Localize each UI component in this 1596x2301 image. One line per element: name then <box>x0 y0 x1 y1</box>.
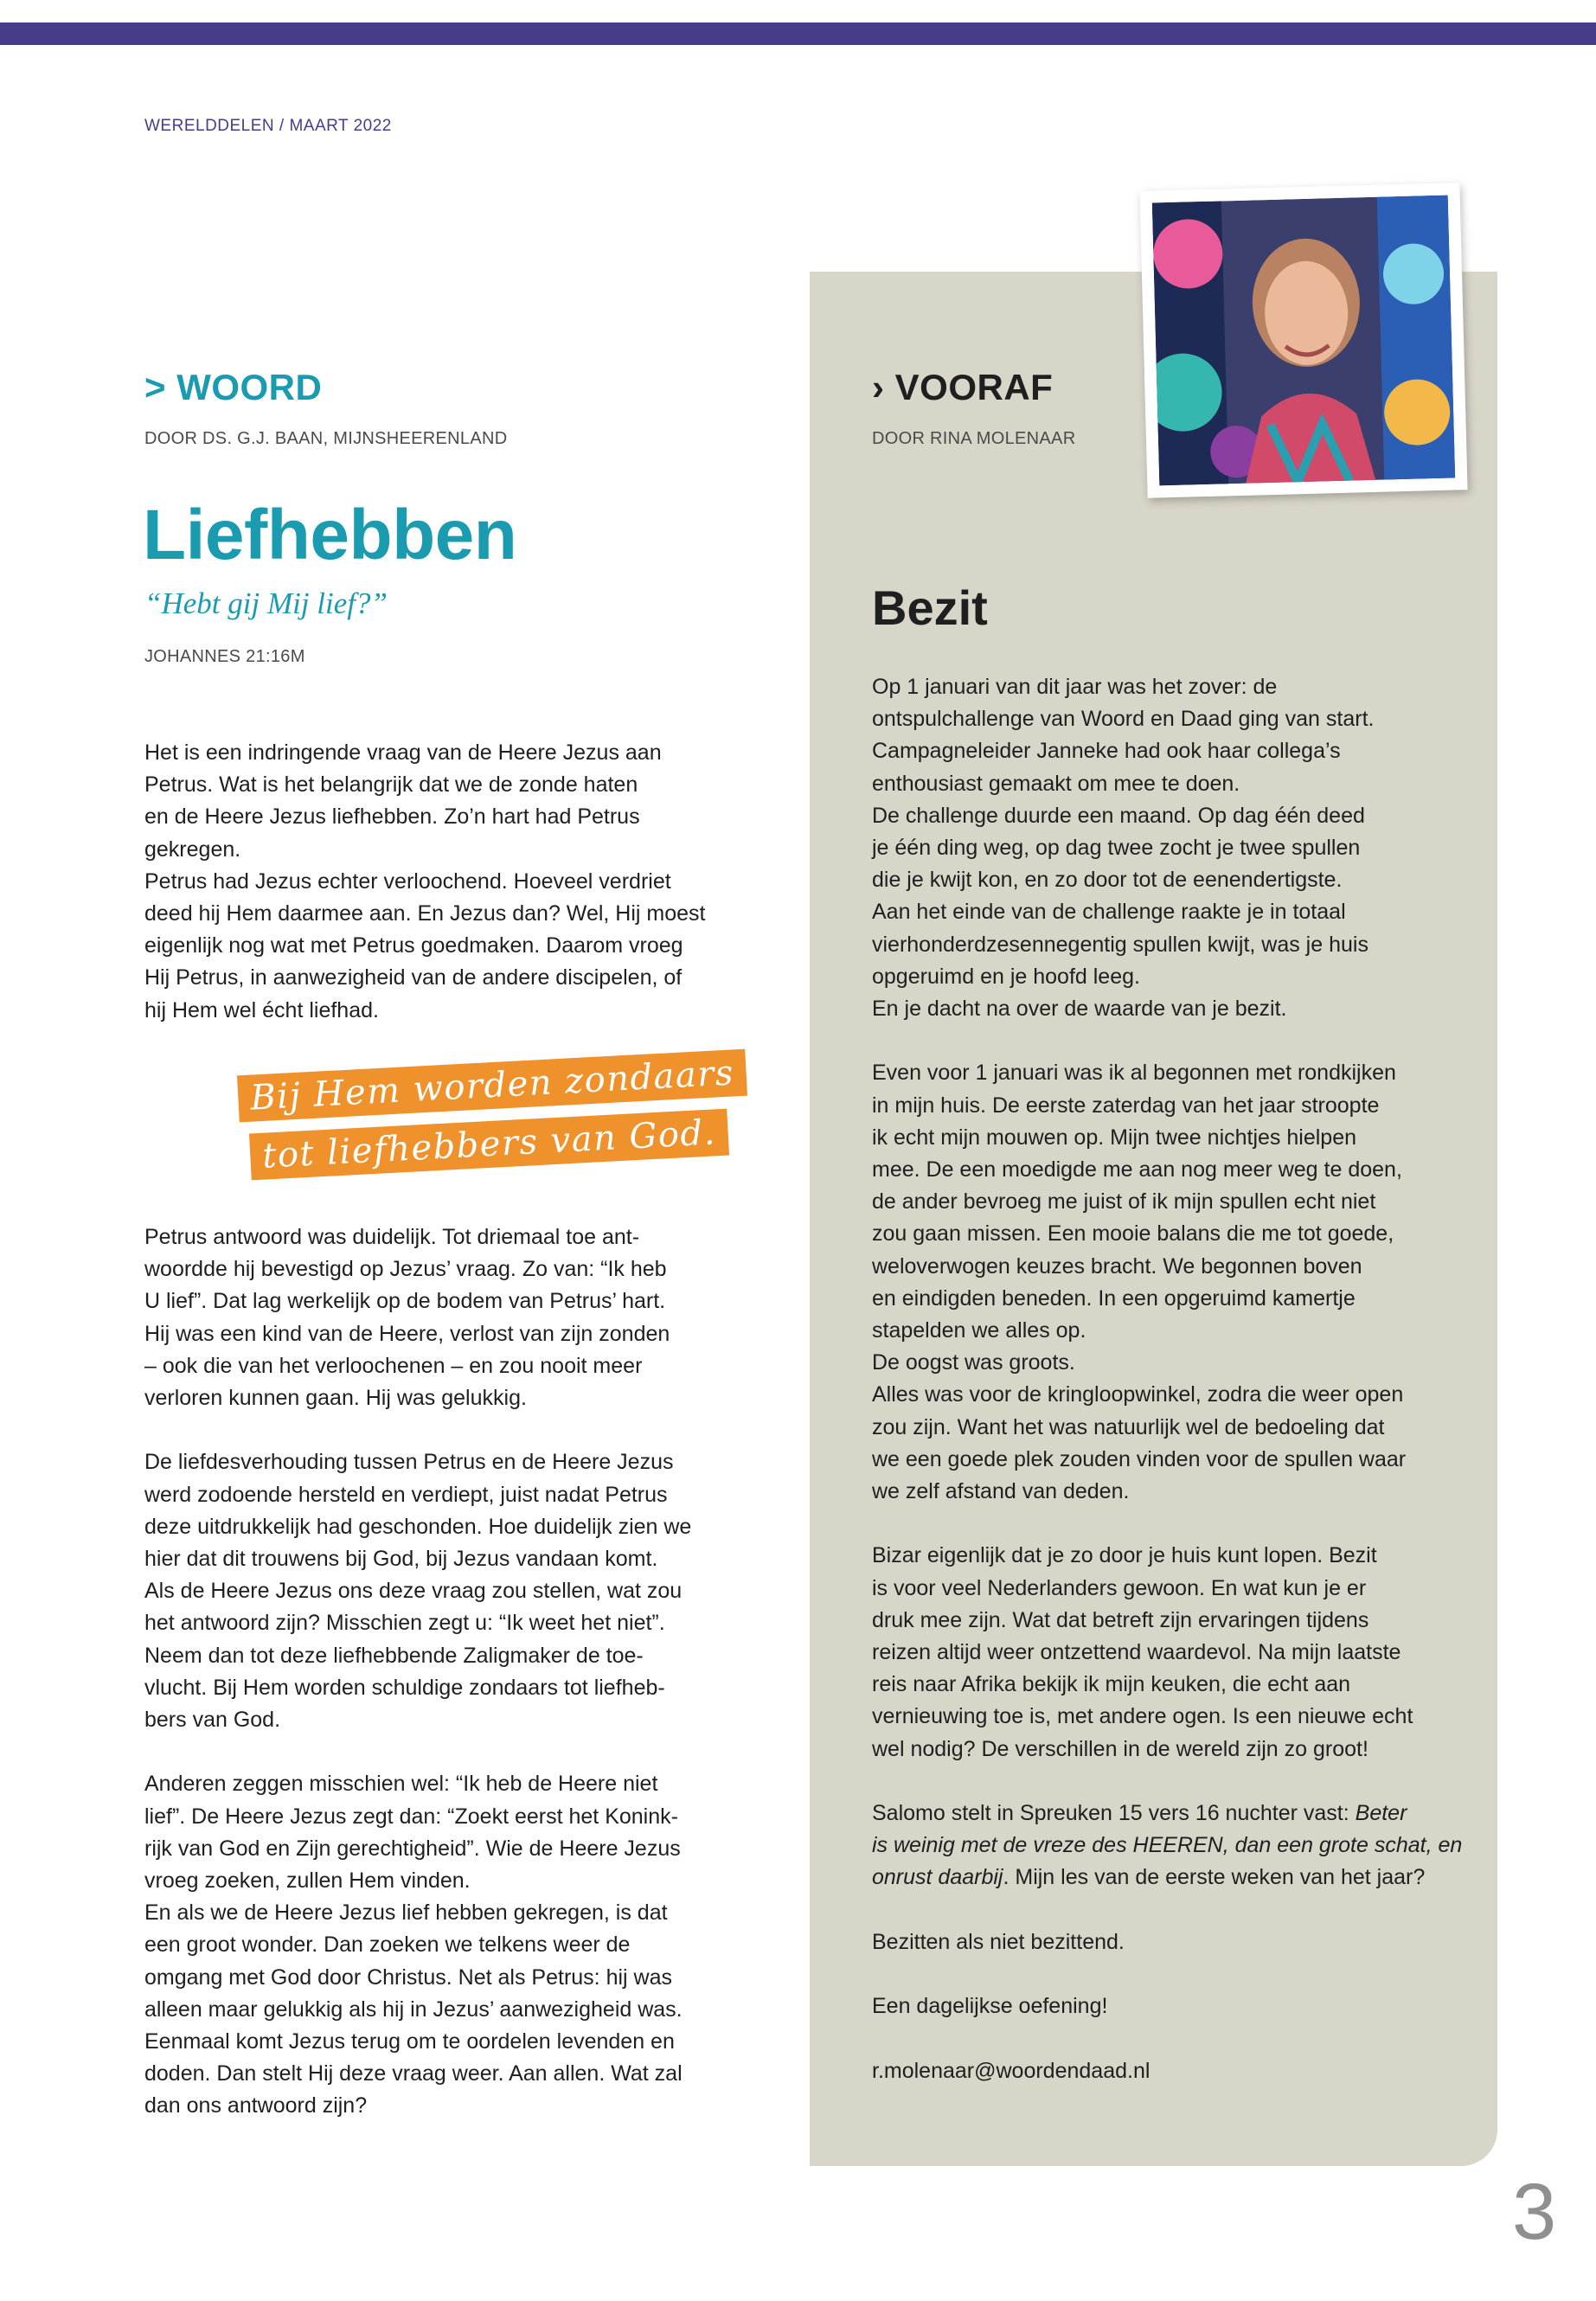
section-label-vooraf: › VOORAF <box>872 367 1054 407</box>
pull-quote-line-1: Bij Hem worden zondaars <box>237 1049 747 1123</box>
scripture-quote: Beter is weinig met de vreze des HEEREN, dan een grote schat, en onrust daarbij <box>872 1801 1463 1890</box>
top-color-bar <box>0 22 1596 45</box>
section-label-woord: > WOORD <box>144 367 323 407</box>
bible-reference: JOHANNES 21:16M <box>144 647 305 666</box>
paragraph: Het is een indringende vraag van de Heere Jezus aan Petrus. Wat is het belangrijk dat we de zonde haten en de Heere Jezus liefhebben. Zo’n hart had Petrus gekregen. Petrus had Jezus echter verloochend. Hoeveel verdriet deed hij Hem daarmee aan. En Jezus dan? Wel, Hij moest eigenlijk nog wat met Petrus goedmaken. Daarom vroeg Hij Petrus, in aanwezigheid van de andere discipelen, of hij Hem wel écht liefhad. <box>144 740 706 1022</box>
paragraph: Petrus antwoord was duidelijk. Tot driemaal toe ant- woordde hij bevestigd op Jezus’ vraag. Zo van: “Ik heb U lief”. Dat lag werkelijk op de bodem van Petrus’ hart. Hij was een kind van de Heere, verlost van zijn zonden – ook die van het verloochenen – en zou nooit meer verloren kunnen gaan. Hij was gelukkig. <box>144 1225 670 1411</box>
paragraph: Even voor 1 januari was ik al begonnen met rondkijken in mijn huis. De eerste zaterdag van het jaar stroopte ik echt mijn mouwen op. Mijn twee nichtjes hielpen mee. De een moedigde me aan nog meer weg te doen, de ander bevroeg me juist of ik mijn spullen echt niet zou gaan missen. Een mooie balans die me tot goede, weloverwogen keuzes bracht. We begonnen boven en eindigden beneden. In een opgeruimd kamertje stapelden we alles op. De oogst was groots. Alles was voor de kringloopwinkel, zodra die weer open zou zijn. Want het was natuurlijk wel de bedoeling dat we een goede plek zouden vinden voor de spullen waar we zelf afstand van deden. <box>872 1061 1407 1504</box>
page-number: 3 <box>1512 2168 1557 2256</box>
article-subtitle: “Hebt gij Mij lief?” <box>144 586 388 620</box>
paragraph: Op 1 januari van dit jaar was het zover: de ontspulchallenge van Woord en Daad ging van start. Campagneleider Janneke had ook haar collega’s enthousiast gemaakt om mee te doen. De challenge duurde een maand. Op dag één deed je één ding weg, op dag twee zocht je twee spullen die je kwijt kon, en zo door tot de eenendertigste. Aan het einde van de challenge raakte je in totaal vierhonderdzesennegentig spullen kwijt, was je huis opgeruimd en je hoofd leeg. En je dacht na over de waarde van je bezit. <box>872 675 1375 1022</box>
author-photo <box>1139 183 1467 498</box>
paragraph: Bizar eigenlijk dat je zo door je huis kunt lopen. Bezit is voor veel Nederlanders gewoon. En wat kun je er druk mee zijn. Wat dat betreft zijn ervaringen tijdens reizen altijd weer ontzettend waardevol. Na mijn laatste reis naar Afrika bekijk ik mijn keuken, die echt aan vernieuwing toe is, met andere ogen. Is een nieuwe echt wel nodig? De verschillen in de wereld zijn zo groot! <box>872 1543 1413 1761</box>
author-byline-left: DOOR DS. G.J. BAAN, MIJNSHEERENLAND <box>144 429 508 448</box>
paragraph: De liefdesverhouding tussen Petrus en de Heere Jezus werd zodoende hersteld en verdiept, juist nadat Petrus deze uitdrukkelijk had geschonden. Hoe duidelijk zien we hier dat dit trouwens bij God, bij Jezus vandaan komt. Als de Heere Jezus ons deze vraag zou stellen, wat zou het antwoord zijn? Misschien zegt u: “Ik weet het niet”. Neem dan tot deze liefhebbende Zaligmaker de toe- vlucht. Bij Hem worden schuldige zondaars tot liefheb- bers van God. <box>144 1450 692 1733</box>
text-run: Salomo stelt in Spreuken 15 vers 16 nuchter vast: <box>872 1801 1356 1826</box>
running-header: WERELDDELEN / MAART 2022 <box>144 117 392 135</box>
portrait-image <box>1152 195 1455 486</box>
paragraph: Anderen zeggen misschien wel: “Ik heb de Heere niet lief”. De Heere Jezus zegt dan: “Zoekt eerst het Konink- rijk van God en Zijn gerechtigheid”. Wie de Heere Jezus vroeg zoeken, zullen Hem vinden. En als we de Heere Jezus lief hebben gekregen, is dat een groot wonder. Dan zoeken we telkens weer de omgang met God door Christus. Net als Petrus: hij was alleen maar gelukkig als hij in Jezus’ aanwezigheid was. Eenmaal komt Jezus terug om te oordelen levenden en doden. Dan stelt Hij deze vraag weer. Aan allen. Wat zal dan ons antwoord zijn? <box>144 1772 683 2118</box>
left-body-top <box>144 737 733 1059</box>
paragraph-spreuken <box>872 1798 1469 1894</box>
text-run: . Mijn les van de eerste weken van het jaar? <box>1003 1865 1426 1890</box>
author-byline-right: DOOR RINA MOLENAAR <box>872 429 1076 448</box>
right-body <box>872 671 1469 2119</box>
pull-quote-line-2: tot liefhebbers van God. <box>249 1109 729 1181</box>
article-title-right: Bezit <box>872 580 988 635</box>
paragraph: Een dagelijkse oefening! <box>872 1994 1108 2019</box>
article-title-left: Liefhebben <box>143 496 517 574</box>
email-link[interactable]: r.molenaar@woordendaad.nl <box>872 2058 1151 2083</box>
paragraph: Bezitten als niet bezittend. <box>872 1929 1125 1954</box>
left-body-bottom <box>144 1221 733 2155</box>
